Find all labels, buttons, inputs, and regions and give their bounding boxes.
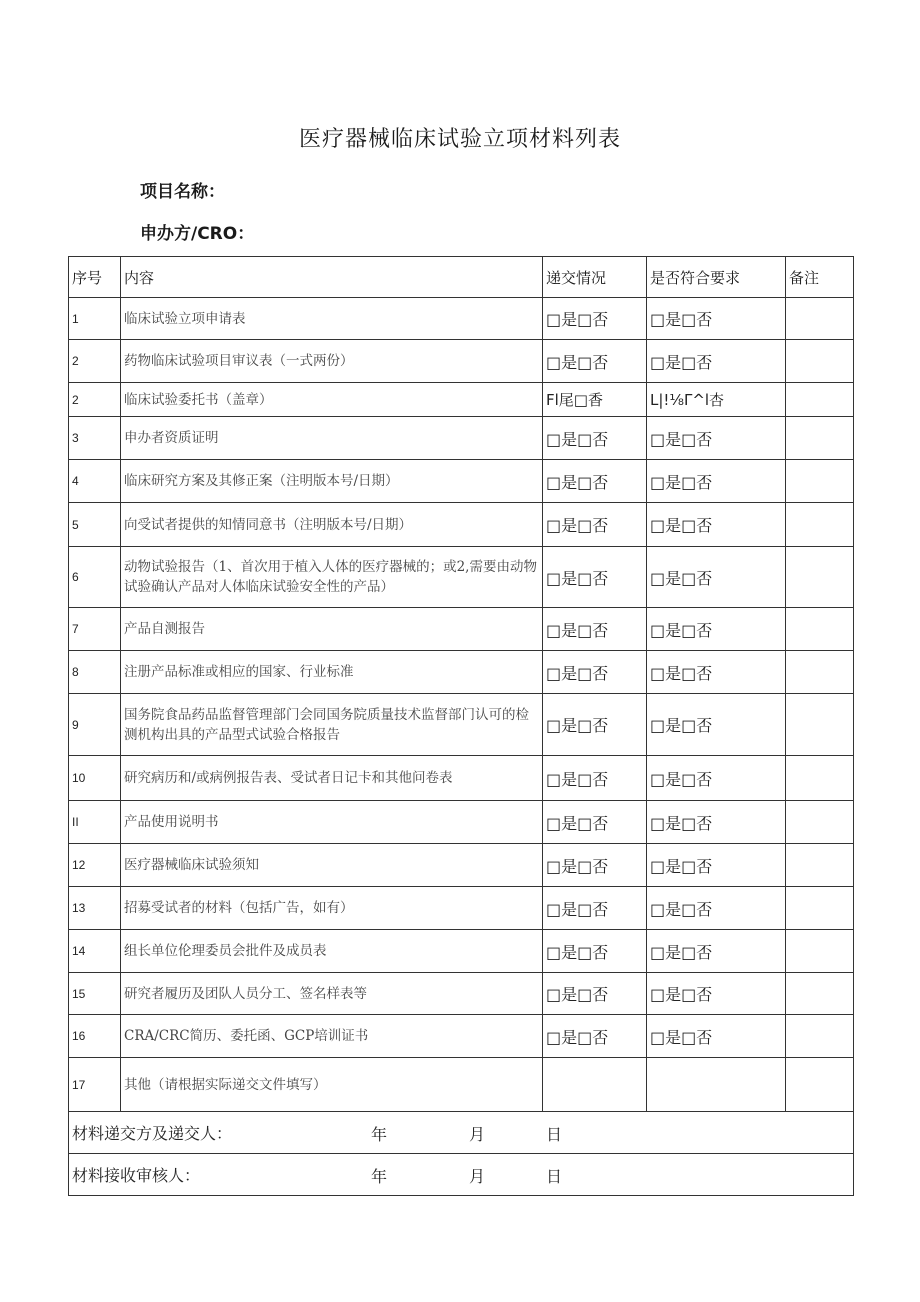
row-compliant-choice[interactable]: □是□否 <box>647 608 786 651</box>
row-submitted-choice[interactable]: □是□否 <box>543 1015 647 1058</box>
row-number: 2 <box>69 340 121 383</box>
row-content: 动物试验报告（1、首次用于植入人体的医疗器械的；或2,需要由动物试验确认产品对人体临床试验安全性的产品） <box>121 547 543 608</box>
row-number: 8 <box>69 651 121 694</box>
row-remark[interactable] <box>786 340 854 383</box>
row-remark[interactable] <box>786 694 854 756</box>
row-submitted-choice[interactable]: □是□否 <box>543 844 647 887</box>
row-number: 15 <box>69 973 121 1015</box>
table-row <box>69 460 854 503</box>
row-remark[interactable] <box>786 844 854 887</box>
row-compliant-choice[interactable]: □是□否 <box>647 887 786 930</box>
row-number: 14 <box>69 930 121 973</box>
header-no: 序号 <box>69 257 121 298</box>
row-compliant-choice[interactable]: □是□否 <box>647 503 786 547</box>
row-content: 产品使用说明书 <box>121 801 543 844</box>
project-name-label: 项目名称： <box>140 182 225 202</box>
row-number: 12 <box>69 844 121 887</box>
page-title: 医疗器械临床试验立项材料列表 <box>298 127 621 152</box>
row-submitted-choice[interactable]: □是□否 <box>543 973 647 1015</box>
row-submitted-choice[interactable]: □是□否 <box>543 460 647 503</box>
row-remark[interactable] <box>786 383 854 417</box>
row-compliant-choice[interactable]: □是□否 <box>647 651 786 694</box>
row-compliant-choice[interactable]: □是□否 <box>647 973 786 1015</box>
header-content: 内容 <box>121 257 543 298</box>
row-remark[interactable] <box>786 973 854 1015</box>
row-number: 3 <box>69 417 121 460</box>
row-content: 产品自测报告 <box>121 608 543 651</box>
row-compliant-choice[interactable]: □是□否 <box>647 844 786 887</box>
row-remark[interactable] <box>786 930 854 973</box>
row-remark[interactable] <box>786 756 854 801</box>
row-compliant-choice[interactable]: □是□否 <box>647 694 786 756</box>
table-row <box>69 844 854 887</box>
row-submitted-choice[interactable]: □是□否 <box>543 298 647 340</box>
submit-year-label: 年 <box>371 1125 388 1144</box>
table-row <box>69 298 854 340</box>
row-content: 研究者履历及团队人员分工、签名样表等 <box>121 973 543 1015</box>
row-content: 临床试验委托书（盖章） <box>121 383 543 417</box>
row-content: 临床试验立项申请表 <box>121 298 543 340</box>
row-remark[interactable] <box>786 887 854 930</box>
row-number: 10 <box>69 756 121 801</box>
row-compliant-choice[interactable]: □是□否 <box>647 930 786 973</box>
row-remark[interactable] <box>786 460 854 503</box>
row-content: 其他（请根据实际递交文件填写） <box>121 1058 543 1112</box>
receive-year-label: 年 <box>371 1167 388 1186</box>
table-row <box>69 973 854 1015</box>
footer-submitter-cell <box>69 1112 854 1154</box>
row-compliant-choice[interactable]: L|!⅛Γ^l杏 <box>647 383 786 417</box>
row-submitted-choice[interactable]: □是□否 <box>543 503 647 547</box>
row-submitted-choice[interactable]: □是□否 <box>543 801 647 844</box>
row-submitted-choice[interactable]: □是□否 <box>543 930 647 973</box>
row-remark[interactable] <box>786 651 854 694</box>
row-content: CRA/CRC简历、委托函、GCP培训证书 <box>121 1015 543 1058</box>
table-row <box>69 930 854 973</box>
footer-row-submitter <box>69 1112 854 1154</box>
row-submitted-choice[interactable]: □是□否 <box>543 340 647 383</box>
table-row <box>69 383 854 417</box>
row-number: 13 <box>69 887 121 930</box>
row-submitted-choice[interactable] <box>543 1058 647 1112</box>
row-submitted-choice[interactable]: □是□否 <box>543 651 647 694</box>
row-number: 7 <box>69 608 121 651</box>
row-number: 5 <box>69 503 121 547</box>
table-row <box>69 694 854 756</box>
row-content: 研究病历和/或病例报告表、受试者日记卡和其他问卷表 <box>121 756 543 801</box>
row-remark[interactable] <box>786 608 854 651</box>
receive-day-label: 日 <box>546 1167 563 1186</box>
table-row <box>69 503 854 547</box>
table-row <box>69 608 854 651</box>
row-compliant-choice[interactable]: □是□否 <box>647 298 786 340</box>
table-row <box>69 756 854 801</box>
row-number: 4 <box>69 460 121 503</box>
header-compliant: 是否符合要求 <box>647 257 786 298</box>
row-content: 国务院食品药品监督管理部门会同国务院质量技术监督部门认可的检测机构出具的产品型式试验合格报告 <box>121 694 543 756</box>
row-remark[interactable] <box>786 1015 854 1058</box>
footer-receiver-cell <box>69 1154 854 1196</box>
row-number: 9 <box>69 694 121 756</box>
submit-month-label: 月 <box>469 1125 486 1144</box>
row-submitted-choice[interactable]: □是□否 <box>543 547 647 608</box>
table-row <box>69 1058 854 1112</box>
row-content: 医疗器械临床试验须知 <box>121 844 543 887</box>
row-submitted-choice[interactable]: □是□否 <box>543 417 647 460</box>
table-row <box>69 801 854 844</box>
row-compliant-choice[interactable]: □是□否 <box>647 1015 786 1058</box>
materials-table <box>68 256 854 1196</box>
row-number: II <box>69 801 121 844</box>
row-compliant-choice[interactable]: □是□否 <box>647 460 786 503</box>
row-remark[interactable] <box>786 503 854 547</box>
row-remark[interactable] <box>786 801 854 844</box>
row-content: 临床研究方案及其修正案（注明版本号/日期） <box>121 460 543 503</box>
row-remark[interactable] <box>786 1058 854 1112</box>
receiver-label: 材料接收审核人： <box>72 1166 201 1185</box>
header-submitted: 递交情况 <box>543 257 647 298</box>
row-remark[interactable] <box>786 547 854 608</box>
row-compliant-choice[interactable]: □是□否 <box>647 547 786 608</box>
table-header-row <box>69 257 854 298</box>
row-compliant-choice[interactable] <box>647 1058 786 1112</box>
table-row <box>69 417 854 460</box>
row-number: 1 <box>69 298 121 340</box>
row-submitted-choice[interactable]: Fl尾□香 <box>543 383 647 417</box>
table-row <box>69 1015 854 1058</box>
row-submitted-choice[interactable]: □是□否 <box>543 694 647 756</box>
row-content: 注册产品标准或相应的国家、行业标准 <box>121 651 543 694</box>
row-content: 向受试者提供的知情同意书（注明版本号/日期） <box>121 503 543 547</box>
row-number: 16 <box>69 1015 121 1058</box>
row-number: 2 <box>69 383 121 417</box>
row-number: 6 <box>69 547 121 608</box>
submit-day-label: 日 <box>546 1125 563 1144</box>
row-remark[interactable] <box>786 417 854 460</box>
row-compliant-choice[interactable]: □是□否 <box>647 801 786 844</box>
submitter-label: 材料递交方及递交人： <box>72 1124 233 1143</box>
row-submitted-choice[interactable]: □是□否 <box>543 887 647 930</box>
row-content: 组长单位伦理委员会批件及成员表 <box>121 930 543 973</box>
row-content: 申办者资质证明 <box>121 417 543 460</box>
row-compliant-choice[interactable]: □是□否 <box>647 340 786 383</box>
row-content: 招募受试者的材料（包括广告，如有） <box>121 887 543 930</box>
row-compliant-choice[interactable]: □是□否 <box>647 756 786 801</box>
header-remark: 备注 <box>786 257 854 298</box>
table-row <box>69 887 854 930</box>
row-submitted-choice[interactable]: □是□否 <box>543 756 647 801</box>
table-row <box>69 651 854 694</box>
table-row <box>69 340 854 383</box>
row-number: 17 <box>69 1058 121 1112</box>
table-row <box>69 547 854 608</box>
sponsor-label: 申办方/CRO： <box>140 224 255 244</box>
row-content: 药物临床试验项目审议表（一式两份） <box>121 340 543 383</box>
row-compliant-choice[interactable]: □是□否 <box>647 417 786 460</box>
receive-month-label: 月 <box>469 1167 486 1186</box>
row-submitted-choice[interactable]: □是□否 <box>543 608 647 651</box>
row-remark[interactable] <box>786 298 854 340</box>
footer-row-receiver <box>69 1154 854 1196</box>
